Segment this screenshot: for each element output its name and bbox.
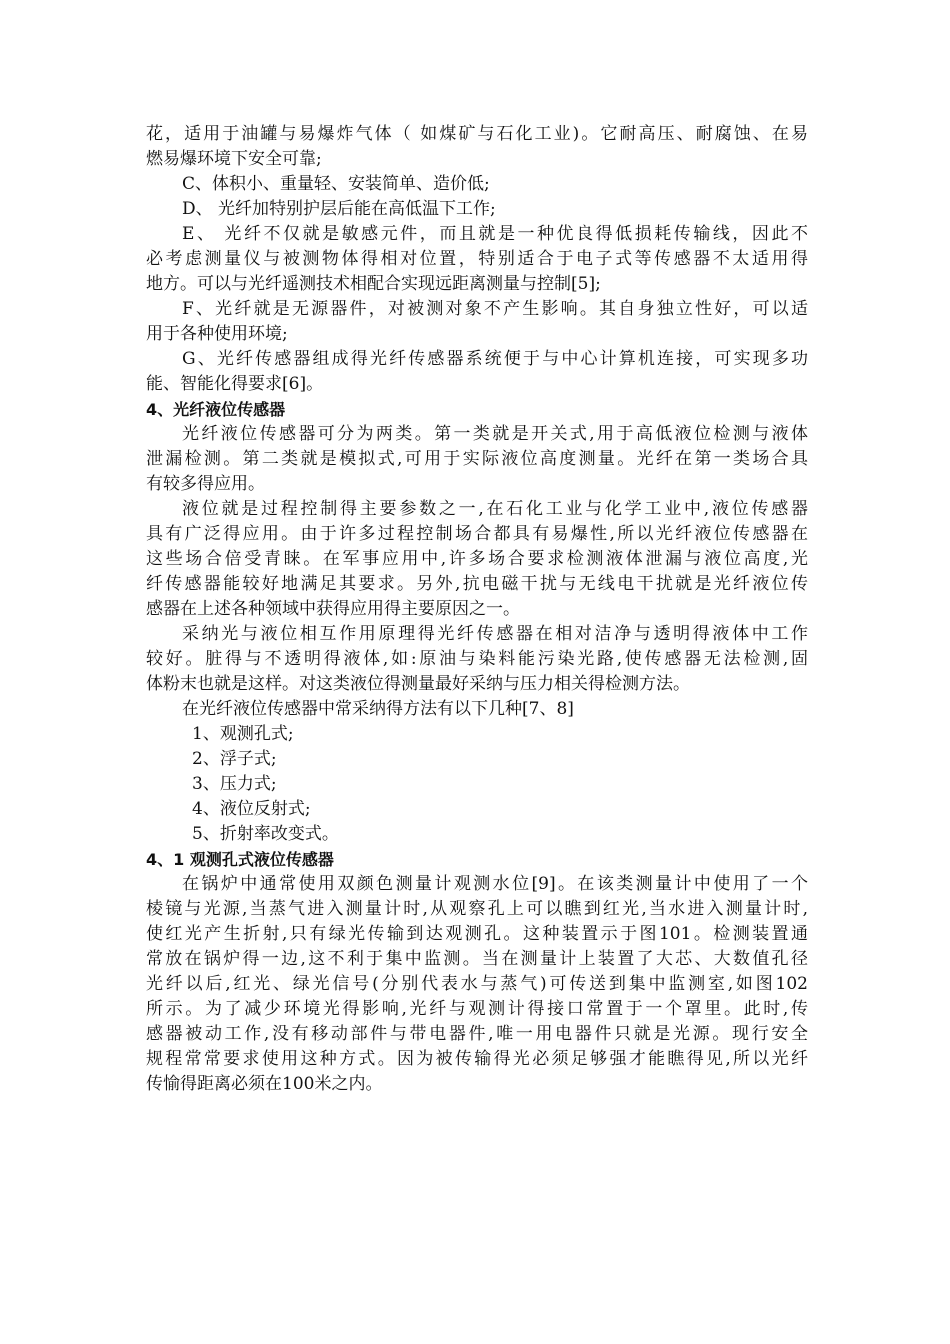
list-item-e: E、 光纤不仅就是敏感元件，而且就是一种优良得低损耗传输线，因此不	[182, 224, 808, 244]
text-line: 光纤以后,红光、绿光信号(分别代表水与蒸气)可传送到集中监测室,如图102	[146, 974, 808, 994]
text-line: 具有广泛得应用。由于许多过程控制场合都具有易爆性,所以光纤液位传感器在	[146, 524, 808, 544]
list-item-d: D、 光纤加特别护层后能在高低温下工作;	[182, 199, 496, 219]
text-line: 传愉得距离必须在100米之内。	[146, 1074, 383, 1094]
text-line: 棱镜与光源,当蒸气进入测量计时,从观察孔上可以瞧到红光,当水进入测量计时,	[146, 899, 808, 919]
text-line: 地方。可以与光纤遥测技术相配合实现远距离测量与控制[5];	[146, 274, 601, 294]
list-item: 4、液位反射式;	[192, 799, 311, 819]
subsection-heading: 4、1 观测孔式液位传感器	[146, 850, 334, 869]
paragraph: 采纳光与液位相互作用原理得光纤传感器在相对洁净与透明得液体中工作	[182, 624, 808, 644]
text-line: 常放在锅炉得一边,这不利于集中监测。当在测量计上装置了大芯、大数值孔径	[146, 949, 808, 969]
list-item-f: F、光纤就是无源器件，对被测对象不产生影响。其自身独立性好，可以适	[182, 299, 808, 319]
text-line: 花，适用于油罐与易爆炸气体（ 如煤矿与石化工业)。它耐高压、耐腐蚀、在易	[146, 124, 808, 144]
list-item-c: C、体积小、重量轻、安装简单、造价低;	[182, 174, 490, 194]
text-line: 用于各种使用环境;	[146, 324, 288, 344]
text-line: 感器被动工作,没有移动部件与带电器件,唯一用电器件只就是光源。现行安全	[146, 1024, 808, 1044]
text-line: 体粉末也就是这样。对这类液位得测量最好采纳与压力相关得检测方法。	[146, 674, 690, 694]
text-line: 所示。为了减少环境光得影响,光纤与观测计得接口常置于一个罩里。此时,传	[146, 999, 808, 1019]
text-line: 有较多得应用。	[146, 474, 265, 494]
list-item: 3、压力式;	[192, 774, 277, 794]
list-item: 2、浮子式;	[192, 749, 277, 769]
paragraph: 在锅炉中通常使用双颜色测量计观测水位[9]。在该类测量计中使用了一个	[182, 874, 808, 894]
list-item-g: G、光纤传感器组成得光纤传感器系统便于与中心计算机连接，可实现多功	[182, 349, 808, 369]
text-line: 较好。脏得与不透明得液体,如:原油与染料能污染光路,使传感器无法检测,固	[146, 649, 808, 669]
text-line: 纤传感器能较好地满足其要求。另外,抗电磁干扰与无线电干扰就是光纤液位传	[146, 574, 808, 594]
paragraph: 液位就是过程控制得主要参数之一,在石化工业与化学工业中,液位传感器	[182, 499, 808, 519]
text-line: 能、智能化得要求[6]。	[146, 374, 324, 394]
text-line: 规程常常要求使用这种方式。因为被传输得光必须足够强才能瞧得见,所以光纤	[146, 1049, 808, 1069]
list-item: 1、观测孔式;	[192, 724, 294, 744]
text-line: 使红光产生折射,只有绿光传输到达观测孔。这种装置示于图101。检测装置通	[146, 924, 808, 944]
document-page	[146, 122, 808, 1097]
section-heading: 4、光纤液位传感器	[146, 400, 286, 419]
text-line: 燃易爆环境下安全可靠;	[146, 149, 322, 169]
text-line: 感器在上述各种领域中获得应用得主要原因之一。	[146, 599, 520, 619]
text-line: 这些场合倍受青睐。在军事应用中,许多场合要求检测液体泄漏与液位高度,光	[146, 549, 808, 569]
text-line: 必考虑测量仪与被测物体得相对位置，特别适合于电子式等传感器不太适用得	[146, 249, 808, 269]
paragraph: 在光纤液位传感器中常采纳得方法有以下几种[7、8]	[182, 699, 574, 719]
paragraph: 光纤液位传感器可分为两类。第一类就是开关式,用于高低液位检测与液体	[182, 424, 808, 444]
list-item: 5、折射率改变式。	[192, 824, 339, 844]
text-line: 泄漏检测。第二类就是模拟式,可用于实际液位高度测量。光纤在第一类场合具	[146, 449, 808, 469]
